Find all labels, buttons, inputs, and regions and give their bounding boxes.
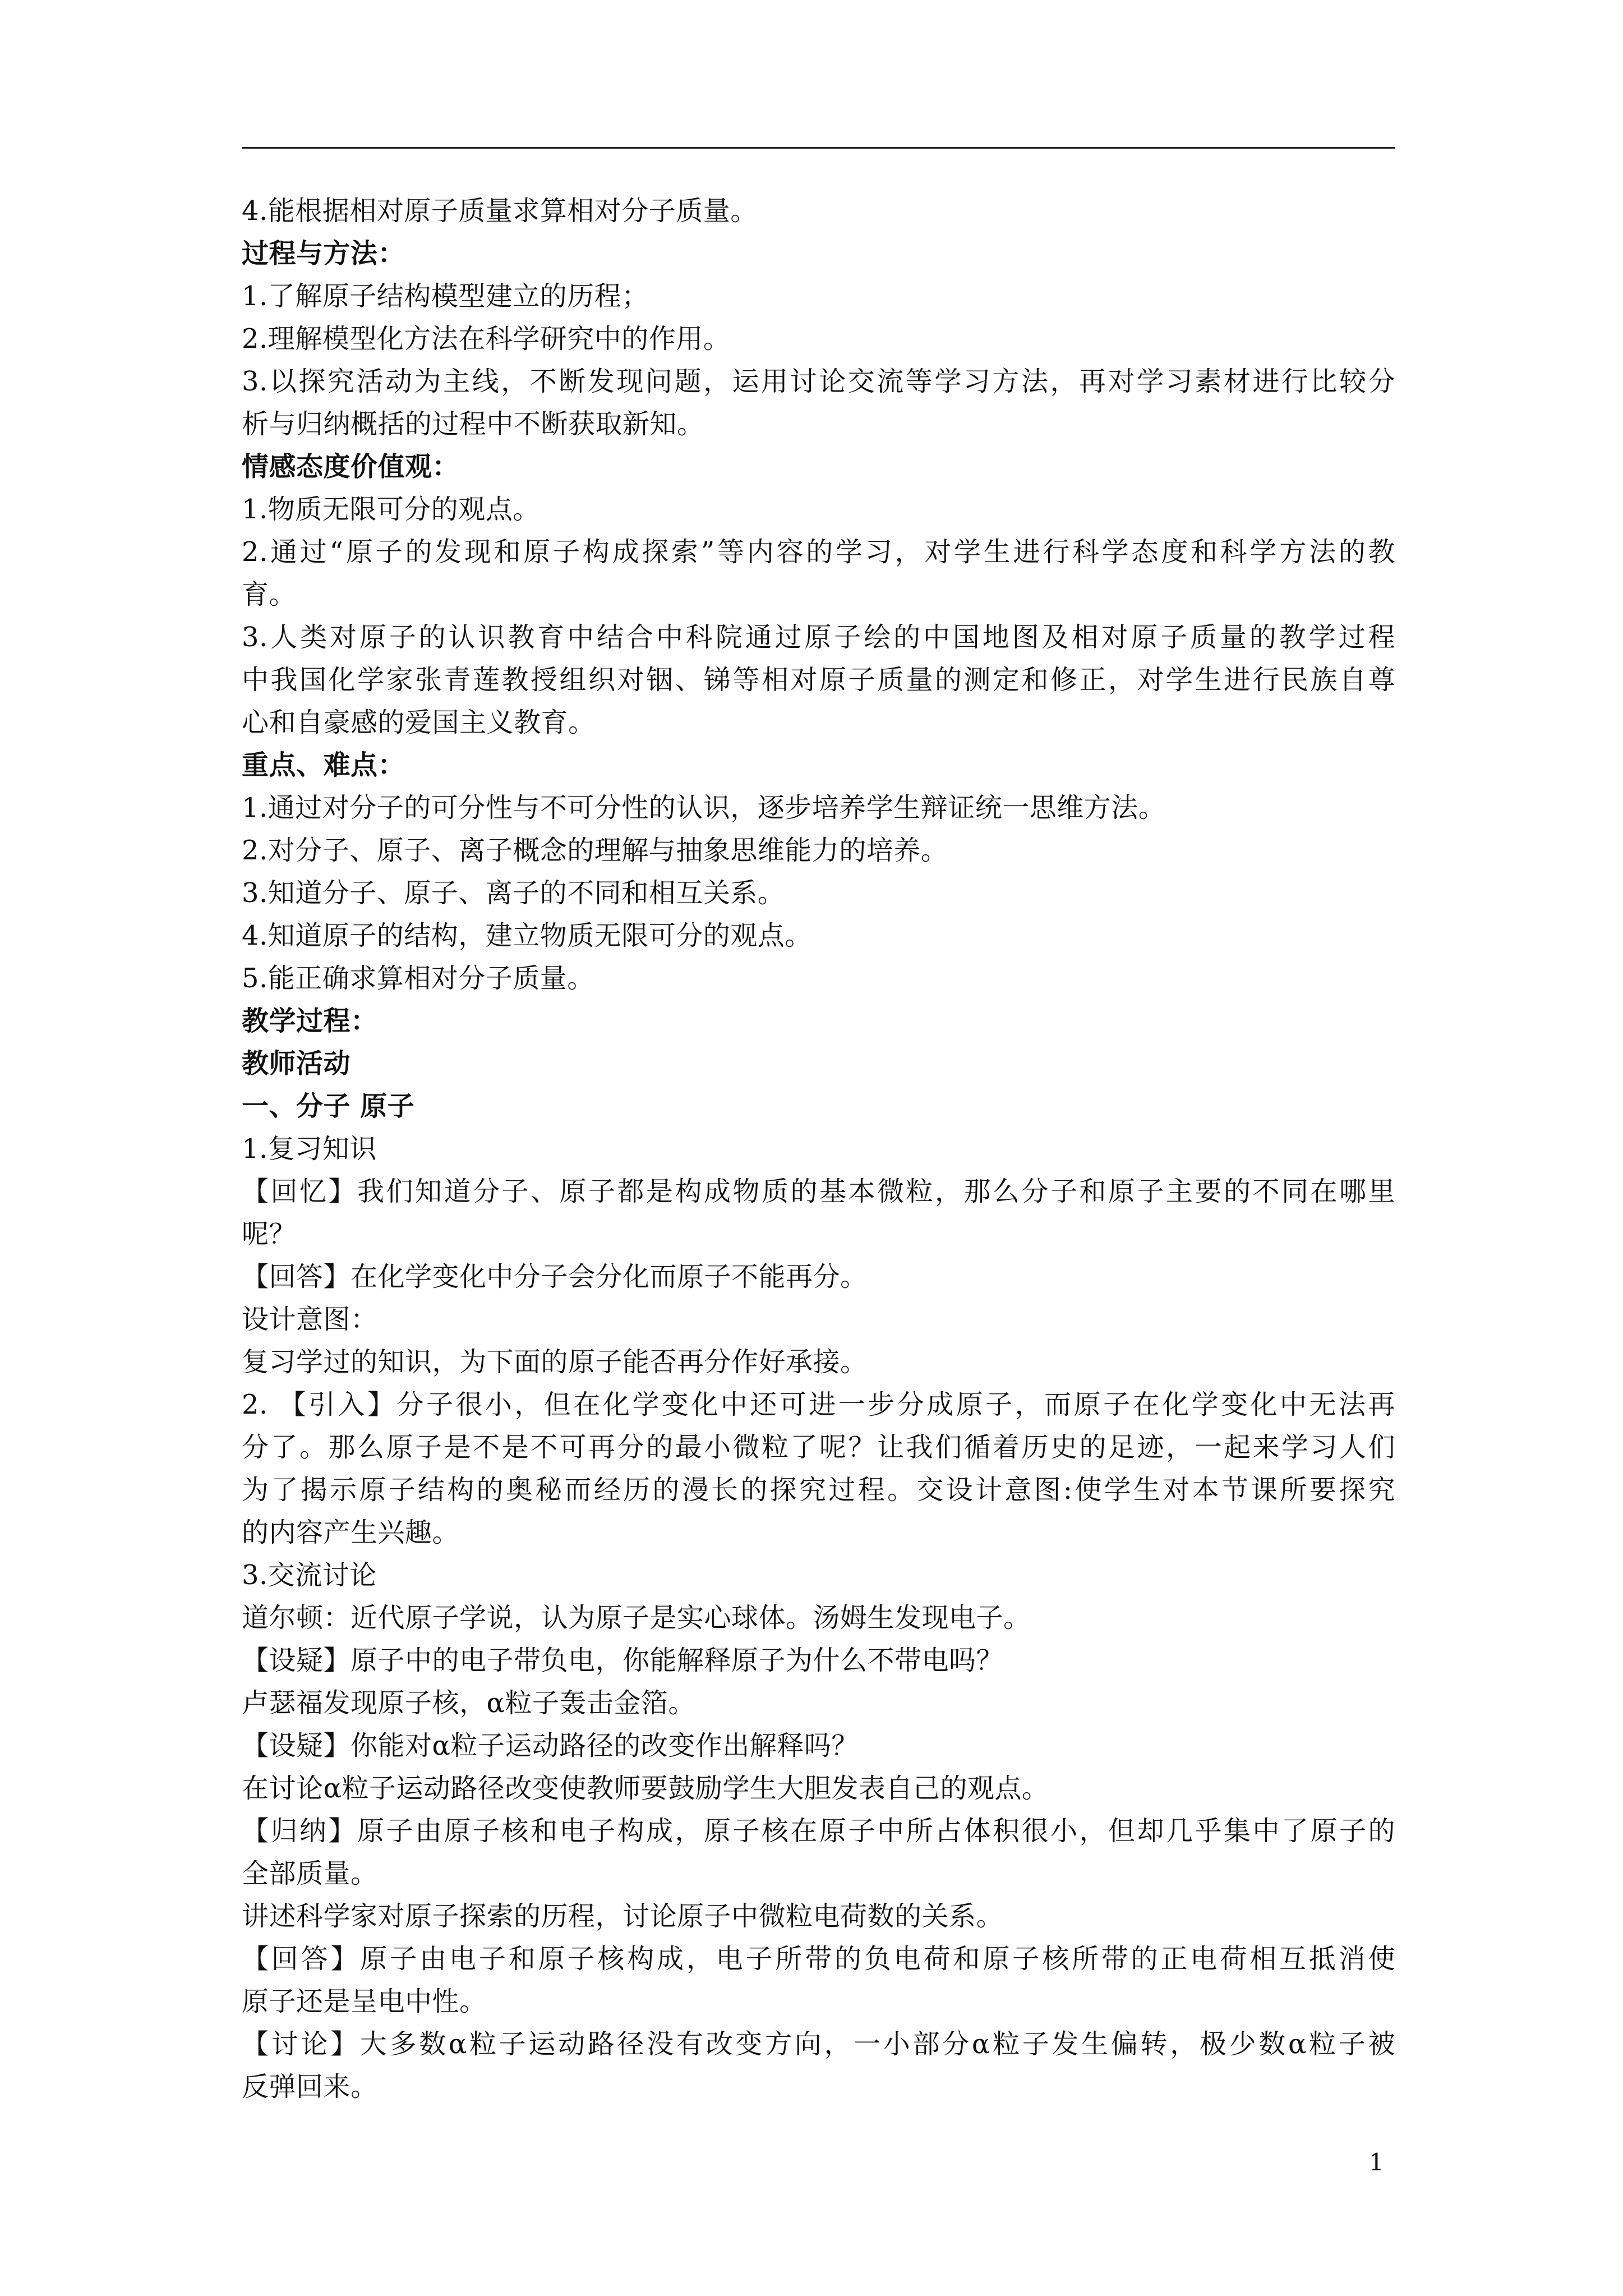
header-rule bbox=[242, 147, 1395, 149]
text-line: 3.交流讨论 bbox=[242, 1559, 377, 1591]
text-line: 在讨论α粒子运动路径改变使教师要鼓励学生大胆发表自己的观点。 bbox=[242, 1773, 1049, 1804]
text-line: 3.知道分子、原子、离子的不同和相互关系。 bbox=[242, 877, 785, 909]
document-body bbox=[242, 190, 1395, 2108]
text-line: 全部质量。 bbox=[242, 1858, 378, 1889]
text-line: 的内容产生兴趣。 bbox=[242, 1517, 460, 1548]
text-line: 道尔顿：近代原子学说，认为原子是实心球体。汤姆生发现电子。 bbox=[242, 1602, 1031, 1634]
text-line: 【归纳】原子由原子核和电子构成，原子核在原子中所占体积很小，但却几乎集中了原子的 bbox=[242, 1815, 1395, 1847]
text-line: 心和自豪感的爱国主义教育。 bbox=[242, 707, 596, 738]
text-line: 【回答】在化学变化中分子会分化而原子不能再分。 bbox=[242, 1261, 868, 1292]
text-line: 【设疑】你能对α粒子运动路径的改变作出解释吗？ bbox=[242, 1730, 859, 1761]
page-number: 1 bbox=[1369, 2148, 1384, 2176]
text-line: 【设疑】原子中的电子带负电，你能解释原子为什么不带电吗？ bbox=[242, 1645, 1004, 1676]
text-line: 1.了解原子结构模型建立的历程； bbox=[242, 280, 649, 312]
section-heading: 重点、难点： bbox=[242, 749, 405, 781]
text-line: 复习学过的知识，为下面的原子能否再分作好承接。 bbox=[242, 1346, 868, 1378]
text-line: 呢？ bbox=[242, 1218, 297, 1250]
text-line: 原子还是呈电中性。 bbox=[242, 1986, 487, 2017]
text-line: 卢瑟福发现原子核，α粒子轰击金箔。 bbox=[242, 1687, 695, 1719]
text-line: 【讨论】大多数α粒子运动路径没有改变方向，一小部分α粒子发生偏转，极少数α粒子被 bbox=[242, 2028, 1395, 2060]
text-line: 3.以探究活动为主线，不断发现问题，运用讨论交流等学习方法，再对学习素材进行比较分 bbox=[242, 366, 1395, 397]
text-line: 2.理解模型化方法在科学研究中的作用。 bbox=[242, 323, 731, 355]
text-line: 2.通过“原子的发现和原子构成探索”等内容的学习，对学生进行科学态度和科学方法的教 bbox=[242, 536, 1395, 568]
section-heading: 过程与方法： bbox=[242, 238, 405, 269]
text-line: 2.对分子、原子、离子概念的理解与抽象思维能力的培养。 bbox=[242, 835, 948, 866]
text-line: 设计意图： bbox=[242, 1304, 378, 1335]
section-heading: 教学过程： bbox=[242, 1005, 378, 1037]
text-line: 3.人类对原子的认识教育中结合中科院通过原子绘的中国地图及相对原子质量的教学过程 bbox=[242, 622, 1395, 653]
text-line: 【回忆】我们知道分子、原子都是构成物质的基本微粒，那么分子和原子主要的不同在哪里 bbox=[242, 1176, 1395, 1207]
text-line: 为了揭示原子结构的奥秘而经历的漫长的探究过程。交设计意图:使学生对本节课所要探究 bbox=[242, 1474, 1395, 1506]
section-heading: 教师活动 bbox=[242, 1048, 351, 1079]
text-line: 中我国化学家张青莲教授组织对铟、锑等相对原子质量的测定和修正，对学生进行民族自尊 bbox=[242, 664, 1395, 696]
section-heading: 情感态度价值观： bbox=[242, 451, 460, 482]
text-line: 5.能正确求算相对分子质量。 bbox=[242, 963, 594, 994]
text-line: 【回答】原子由电子和原子核构成，电子所带的负电荷和原子核所带的正电荷相互抵消使 bbox=[242, 1943, 1395, 1975]
text-line: 1.物质无限可分的观点。 bbox=[242, 494, 540, 525]
text-line: 2. 【引入】分子很小，但在化学变化中还可进一步分成原子，而原子在化学变化中无法再 bbox=[242, 1389, 1395, 1420]
text-line: 析与归纳概括的过程中不断获取新知。 bbox=[242, 408, 704, 440]
text-line: 反弹回来。 bbox=[242, 2071, 378, 2102]
text-line: 1.通过对分子的可分性与不可分性的认识，逐步培养学生辩证统一思维方法。 bbox=[242, 792, 1166, 823]
text-line: 1.复习知识 bbox=[242, 1133, 377, 1165]
text-line: 育。 bbox=[242, 579, 297, 610]
text-line: 分了。那么原子是不是不可再分的最小微粒了呢？让我们循着历史的足迹，一起来学习人们 bbox=[242, 1432, 1395, 1463]
text-line: 讲述科学家对原子探索的历程，讨论原子中微粒电荷数的关系。 bbox=[242, 1901, 1004, 1932]
text-line: 4.能根据相对原子质量求算相对分子质量。 bbox=[242, 195, 758, 227]
section-heading: 一、分子 原子 bbox=[242, 1091, 415, 1122]
text-line: 4.知道原子的结构，建立物质无限可分的观点。 bbox=[242, 920, 812, 951]
